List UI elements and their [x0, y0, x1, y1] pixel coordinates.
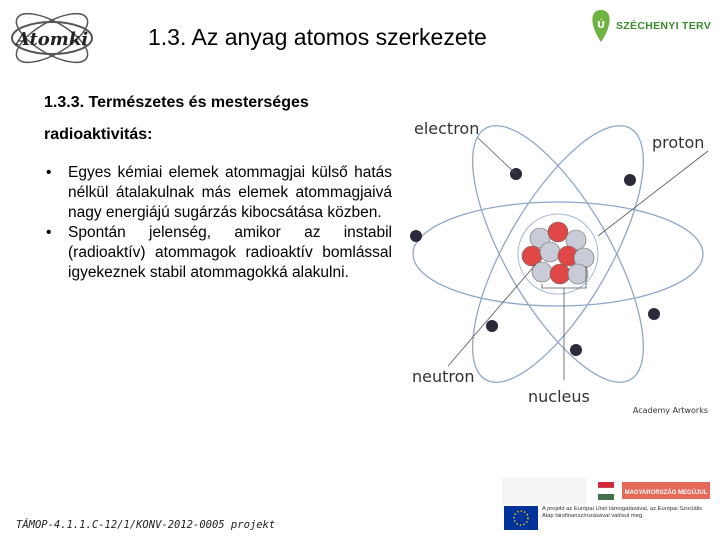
szechenyi-logo	[588, 8, 712, 48]
orbit	[440, 116, 675, 406]
atomki-logo-text: Atomki	[15, 29, 89, 50]
electron-label: electron	[414, 119, 480, 138]
eu-flag-icon	[504, 506, 538, 530]
electron-dot	[648, 308, 660, 320]
section-subtitle	[44, 87, 384, 151]
bullet-text: Egyes kémiai elemek atommagjai külső hatás nélkül átalakulnak más elemek atommagjaivá nagy energiájú sugárzás kibocsátása közben.	[68, 164, 392, 221]
bullet-item	[46, 223, 392, 283]
szechenyi-logo-text: SZÉCHENYI TERV	[616, 20, 712, 32]
subtitle-line-2: radioaktivitás:	[44, 126, 153, 143]
electron-dot	[410, 230, 422, 242]
electron-dot	[486, 320, 498, 332]
electron-dot	[624, 174, 636, 186]
neutron-label: neutron	[412, 367, 475, 386]
atom-diagram	[408, 116, 714, 416]
nucleus	[522, 222, 594, 284]
proton-ball	[548, 222, 568, 242]
svg-text:Ú: Ú	[596, 20, 606, 31]
electron-leader	[478, 138, 516, 174]
proton-label: proton	[652, 133, 705, 152]
bullet-item	[46, 163, 392, 223]
project-code: TÁMOP-4.1.1.C-12/1/KONV-2012-0005 projekt	[16, 519, 276, 531]
eu-funding-text: A projekt az Európai Unió támogatásával, az Európai Szociális Alap társfinanszírozásával valósul meg.	[542, 506, 703, 519]
proton-leader	[598, 151, 708, 236]
electron-dot	[570, 344, 582, 356]
page-title: 1.3. Az anyag atomos szerkezete	[148, 24, 487, 50]
contact-box	[502, 478, 586, 504]
diagram-credit: Academy Artworks	[632, 406, 708, 415]
orbit	[440, 116, 675, 406]
bullet-dot: •	[46, 224, 52, 241]
atomki-logo	[6, 6, 102, 66]
funding-block	[500, 476, 714, 536]
bullet-list	[46, 163, 392, 283]
hungary-badge-text: MAGYARORSZÁG MEGÚJUL	[624, 490, 708, 496]
bullet-text: Spontán jelenség, amikor az instabil (radioaktív) atommagok radioaktív bomlással igyekeznek stabil atommagokká alakulni.	[68, 224, 392, 281]
szechenyi-leaf-icon	[588, 8, 614, 44]
neutron-ball	[568, 264, 588, 284]
neutron-ball	[540, 242, 560, 262]
bullet-dot: •	[46, 164, 52, 181]
nucleus-label: nucleus	[528, 387, 590, 406]
neutron-leader	[448, 264, 536, 366]
subtitle-line-1: 1.3.3. Természetes és mesterséges	[44, 94, 309, 111]
proton-ball	[550, 264, 570, 284]
hungarian-flag-icon	[598, 482, 614, 500]
orbits	[413, 116, 703, 406]
